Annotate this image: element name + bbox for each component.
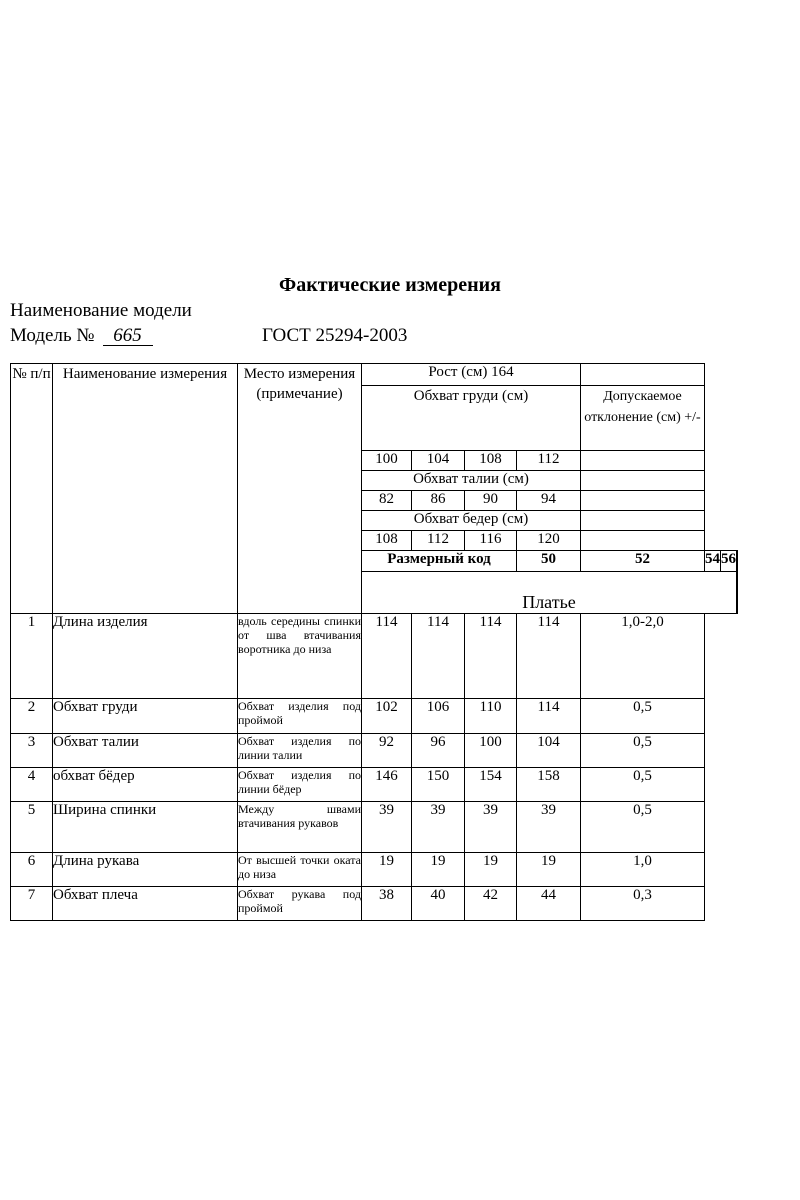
document-title: Фактические измерения bbox=[279, 274, 501, 296]
hip-size: 120 bbox=[517, 531, 581, 551]
row-place: Обхват изделия по линии бёдер bbox=[238, 768, 362, 802]
table-row bbox=[11, 853, 738, 887]
row-tolerance: 1,0 bbox=[581, 853, 705, 887]
model-number: 665 bbox=[103, 327, 153, 346]
row-value: 114 bbox=[517, 614, 581, 699]
row-place: Между швами втачивания рукавов bbox=[238, 802, 362, 853]
row-tolerance: 0,5 bbox=[581, 768, 705, 802]
header-name: Наименование измерения bbox=[53, 364, 238, 614]
row-value: 158 bbox=[517, 768, 581, 802]
row-name: Ширина спинки bbox=[53, 802, 238, 853]
header-chest: Обхват груди (см) bbox=[362, 386, 581, 451]
table-row bbox=[11, 699, 738, 734]
row-value: 114 bbox=[465, 614, 517, 699]
size-code-label: Размерный код bbox=[362, 551, 517, 572]
row-num: 3 bbox=[11, 734, 53, 768]
chest-size: 100 bbox=[362, 451, 412, 471]
row-tolerance: 0,3 bbox=[581, 887, 705, 921]
row-name: обхват бёдер bbox=[53, 768, 238, 802]
row-value: 154 bbox=[465, 768, 517, 802]
header-num: № п/п bbox=[11, 364, 53, 614]
row-num: 6 bbox=[11, 853, 53, 887]
size-code: 56 bbox=[721, 551, 737, 572]
row-place: От высшей точки оката до низа bbox=[238, 853, 362, 887]
waist-size: 86 bbox=[412, 491, 465, 511]
row-value: 100 bbox=[465, 734, 517, 768]
row-place: Обхват изделия по линии талии bbox=[238, 734, 362, 768]
row-value: 44 bbox=[517, 887, 581, 921]
hip-size: 112 bbox=[412, 531, 465, 551]
header-place: Место измерения (примечание) bbox=[238, 364, 362, 614]
row-value: 39 bbox=[362, 802, 412, 853]
row-tolerance: 1,0-2,0 bbox=[581, 614, 705, 699]
header-blank bbox=[581, 364, 705, 386]
row-value: 19 bbox=[517, 853, 581, 887]
row-value: 92 bbox=[362, 734, 412, 768]
header-height: Рост (см) 164 bbox=[362, 364, 581, 386]
row-tolerance: 0,5 bbox=[581, 734, 705, 768]
waist-size: 94 bbox=[517, 491, 581, 511]
row-value: 39 bbox=[465, 802, 517, 853]
header-hips: Обхват бедер (см) bbox=[362, 511, 581, 531]
row-value: 40 bbox=[412, 887, 465, 921]
row-tolerance: 0,5 bbox=[581, 699, 705, 734]
row-value: 114 bbox=[517, 699, 581, 734]
measurements-table bbox=[10, 363, 738, 921]
row-value: 19 bbox=[412, 853, 465, 887]
row-value: 114 bbox=[412, 614, 465, 699]
row-name: Обхват талии bbox=[53, 734, 238, 768]
waist-size: 90 bbox=[465, 491, 517, 511]
row-num: 2 bbox=[11, 699, 53, 734]
row-value: 19 bbox=[362, 853, 412, 887]
table-row bbox=[11, 614, 738, 699]
size-code: 52 bbox=[581, 551, 705, 572]
table-row bbox=[11, 734, 738, 768]
model-number-label: Модель № bbox=[10, 325, 95, 346]
row-value: 102 bbox=[362, 699, 412, 734]
row-value: 42 bbox=[465, 887, 517, 921]
model-number-line bbox=[10, 325, 153, 347]
row-place: вдоль середины спинки от шва втачивания воротника до низа bbox=[238, 614, 362, 699]
row-num: 5 bbox=[11, 802, 53, 853]
model-name-label: Наименование модели bbox=[10, 300, 192, 321]
row-place: Обхват рукава под проймой bbox=[238, 887, 362, 921]
row-place: Обхват изделия под проймой bbox=[238, 699, 362, 734]
row-value: 146 bbox=[362, 768, 412, 802]
hip-size: 116 bbox=[465, 531, 517, 551]
table-row bbox=[11, 768, 738, 802]
hip-size: 108 bbox=[362, 531, 412, 551]
row-value: 39 bbox=[412, 802, 465, 853]
header-tolerance: Допускаемое отклонение (см) +/- bbox=[581, 386, 705, 451]
row-tolerance: 0,5 bbox=[581, 802, 705, 853]
row-num: 1 bbox=[11, 614, 53, 699]
row-value: 39 bbox=[517, 802, 581, 853]
row-value: 19 bbox=[465, 853, 517, 887]
row-value: 96 bbox=[412, 734, 465, 768]
row-num: 7 bbox=[11, 887, 53, 921]
row-value: 38 bbox=[362, 887, 412, 921]
chest-size: 112 bbox=[517, 451, 581, 471]
chest-size: 104 bbox=[412, 451, 465, 471]
row-name: Длина рукава bbox=[53, 853, 238, 887]
row-value: 150 bbox=[412, 768, 465, 802]
size-code: 50 bbox=[517, 551, 581, 572]
table-row bbox=[11, 802, 738, 853]
row-value: 106 bbox=[412, 699, 465, 734]
waist-size: 82 bbox=[362, 491, 412, 511]
row-value: 110 bbox=[465, 699, 517, 734]
header-waist: Обхват талии (см) bbox=[362, 471, 581, 491]
row-name: Обхват плеча bbox=[53, 887, 238, 921]
gost-standard: ГОСТ 25294-2003 bbox=[262, 325, 408, 346]
row-name: Обхват груди bbox=[53, 699, 238, 734]
row-value: 104 bbox=[517, 734, 581, 768]
row-num: 4 bbox=[11, 768, 53, 802]
row-value: 114 bbox=[362, 614, 412, 699]
chest-size: 108 bbox=[465, 451, 517, 471]
table-row bbox=[11, 887, 738, 921]
row-name: Длина изделия bbox=[53, 614, 238, 699]
section-title: Платье bbox=[362, 572, 737, 614]
size-code: 54 bbox=[705, 551, 721, 572]
